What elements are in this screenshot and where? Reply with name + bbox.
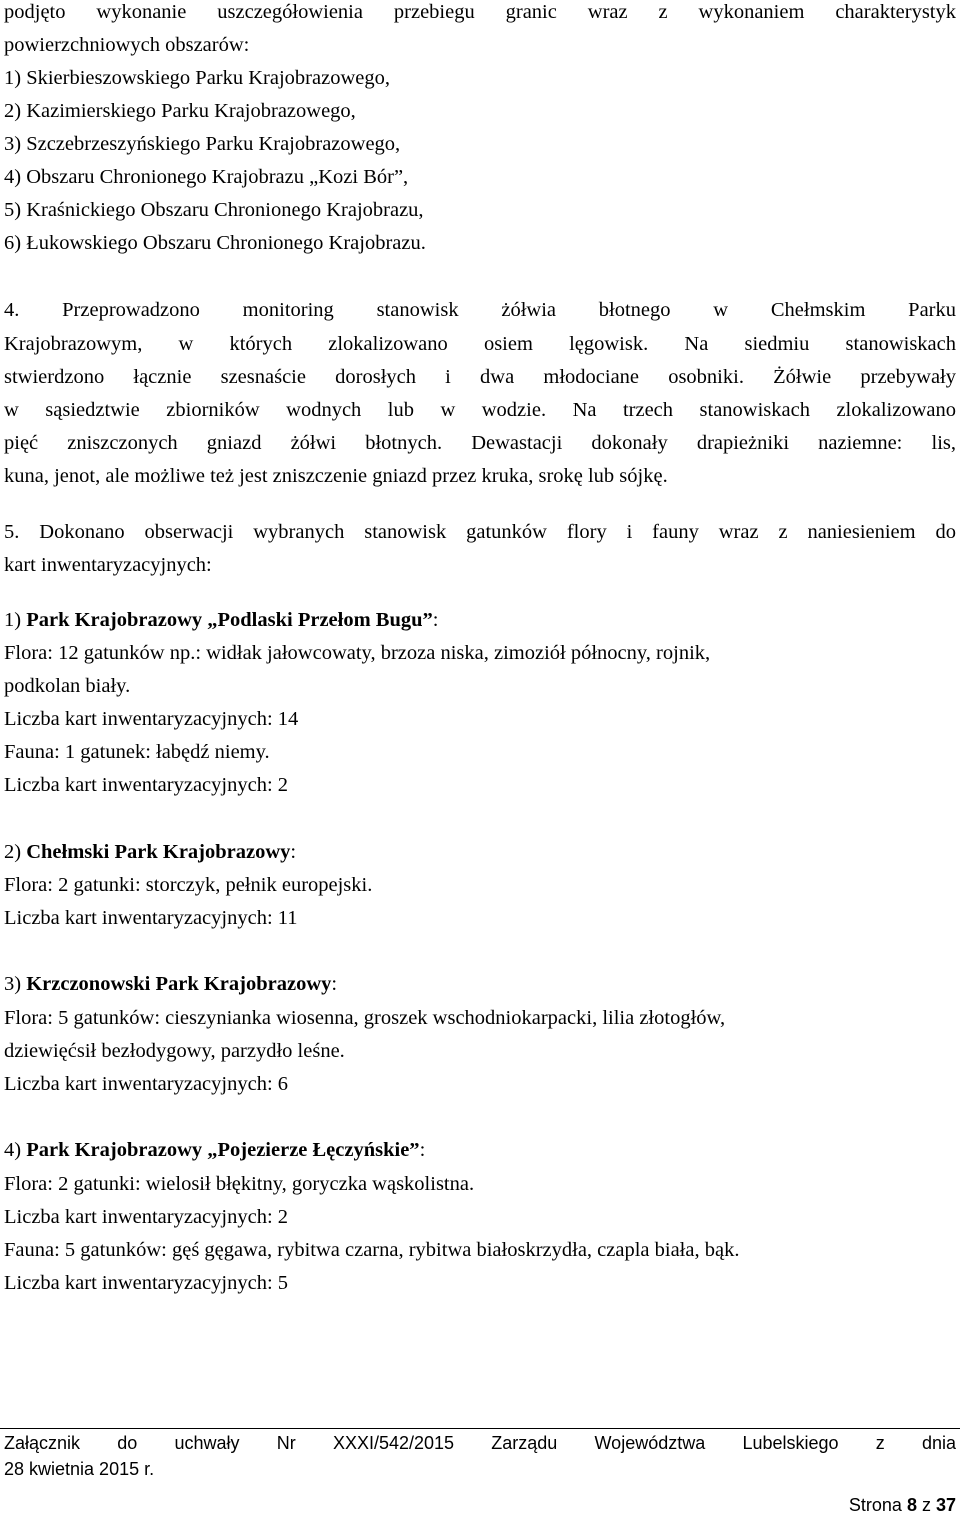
section4-line: Krajobrazowym, w których zlokalizowano osiem lęgowisk. Na siedmiu stanowiskach — [4, 333, 956, 355]
section4-line: 4. Przeprowadzono monitoring stanowisk żółwia błotnego w Chełmskim Parku — [4, 299, 956, 321]
intro-list-item: 1) Skierbieszowskiego Parku Krajobrazowego, — [4, 67, 390, 89]
section4-line: kuna, jenot, ale możliwe też jest zniszczenie gniazd przez kruka, srokę lub sójkę. — [4, 465, 668, 487]
park-detail-line: Liczba kart inwentaryzacyjnych: 6 — [4, 1073, 289, 1095]
section4-line: stwierdzono łącznie szesnaście dorosłych i dwa młodociane osobniki. Żółwie przebywały — [4, 366, 956, 388]
park-detail-line: Flora: 12 gatunków np.: widłak jałowcowaty, brzoza niska, zimoziół północny, rojnik, — [4, 642, 711, 664]
park-detail-line: Liczba kart inwentaryzacyjnych: 14 — [4, 708, 299, 730]
intro-list-item: 2) Kazimierskiego Parku Krajobrazowego, — [4, 100, 356, 122]
section5-line-2: kart inwentaryzacyjnych: — [4, 554, 212, 576]
park-heading — [4, 968, 956, 1000]
section4-line: w sąsiedztwie zbiorników wodnych lub w wodzie. Na trzech stanowiskach zlokalizowano — [4, 399, 956, 421]
section5-line-1: 5. Dokonano obserwacji wybranych stanowisk gatunków flory i fauny wraz z naniesieniem do — [4, 521, 956, 543]
park-detail-line: podkolan biały. — [4, 675, 131, 697]
footer-divider — [0, 1428, 960, 1429]
page-prefix: Strona — [848, 1495, 907, 1515]
park-name: Krzczonowski Park Krajobrazowy — [26, 973, 332, 995]
park-heading — [4, 1134, 956, 1166]
park-detail-line: Liczba kart inwentaryzacyjnych: 5 — [4, 1272, 289, 1294]
page-sep: z — [916, 1495, 936, 1515]
park-detail-line: Flora: 5 gatunków: cieszynianka wiosenna, groszek wschodniokarpacki, lilia złotogłów, — [4, 1007, 726, 1029]
park-colon: : — [432, 609, 439, 631]
park-number: 4) — [4, 1139, 27, 1161]
intro-list-item: 6) Łukowskiego Obszaru Chronionego Krajobrazu. — [4, 232, 426, 254]
park-colon: : — [419, 1139, 426, 1161]
footer-line-1: Załącznik do uchwały Nr XXXI/542/2015 Zarządu Województwa Lubelskiego z dnia — [4, 1433, 956, 1453]
footer-line-2: 28 kwietnia 2015 r. — [4, 1459, 155, 1479]
section4-line: pięć zniszczonych gniazd żółwi błotnych. Dewastacji dokonały drapieżniki naziemne: lis, — [4, 432, 956, 454]
intro-list-item: 4) Obszaru Chronionego Krajobrazu „Kozi Bór”, — [4, 166, 409, 188]
park-detail-line: dziewięćsił bezłodygowy, parzydło leśne. — [4, 1040, 345, 1062]
park-number: 2) — [4, 841, 27, 863]
intro-list-item: 3) Szczebrzeszyńskiego Parku Krajobrazowego, — [4, 133, 401, 155]
park-colon: : — [290, 841, 297, 863]
park-heading — [4, 836, 956, 868]
park-detail-line: Liczba kart inwentaryzacyjnych: 2 — [4, 774, 289, 796]
park-detail-line: Fauna: 5 gatunków: gęś gęgawa, rybitwa czarna, rybitwa białoskrzydła, czapla biała, bąk. — [4, 1239, 740, 1261]
page-current: 8 — [906, 1495, 917, 1515]
park-detail-line: Fauna: 1 gatunek: łabędź niemy. — [4, 741, 270, 763]
intro-line-2: powierzchniowych obszarów: — [4, 34, 250, 56]
park-name: Park Krajobrazowy „Pojezierze Łęczyńskie” — [26, 1139, 420, 1161]
park-number: 3) — [4, 973, 27, 995]
park-name: Chełmski Park Krajobrazowy — [26, 841, 291, 863]
park-name: Park Krajobrazowy „Podlaski Przełom Bugu” — [26, 609, 433, 631]
park-colon: : — [331, 973, 338, 995]
park-heading — [4, 604, 956, 636]
park-detail-line: Liczba kart inwentaryzacyjnych: 2 — [4, 1206, 289, 1228]
park-number: 1) — [4, 609, 27, 631]
intro-line-1: podjęto wykonanie uszczegółowienia przebiegu granic wraz z wykonaniem charakterystyk — [4, 1, 956, 23]
park-detail-line: Liczba kart inwentaryzacyjnych: 11 — [4, 907, 298, 929]
park-detail-line: Flora: 2 gatunki: storczyk, pełnik europejski. — [4, 874, 373, 896]
intro-list-item: 5) Kraśnickiego Obszaru Chronionego Krajobrazu, — [4, 199, 424, 221]
page-total: 37 — [935, 1495, 956, 1515]
park-detail-line: Flora: 2 gatunki: wielosił błękitny, goryczka wąskolistna. — [4, 1173, 475, 1195]
